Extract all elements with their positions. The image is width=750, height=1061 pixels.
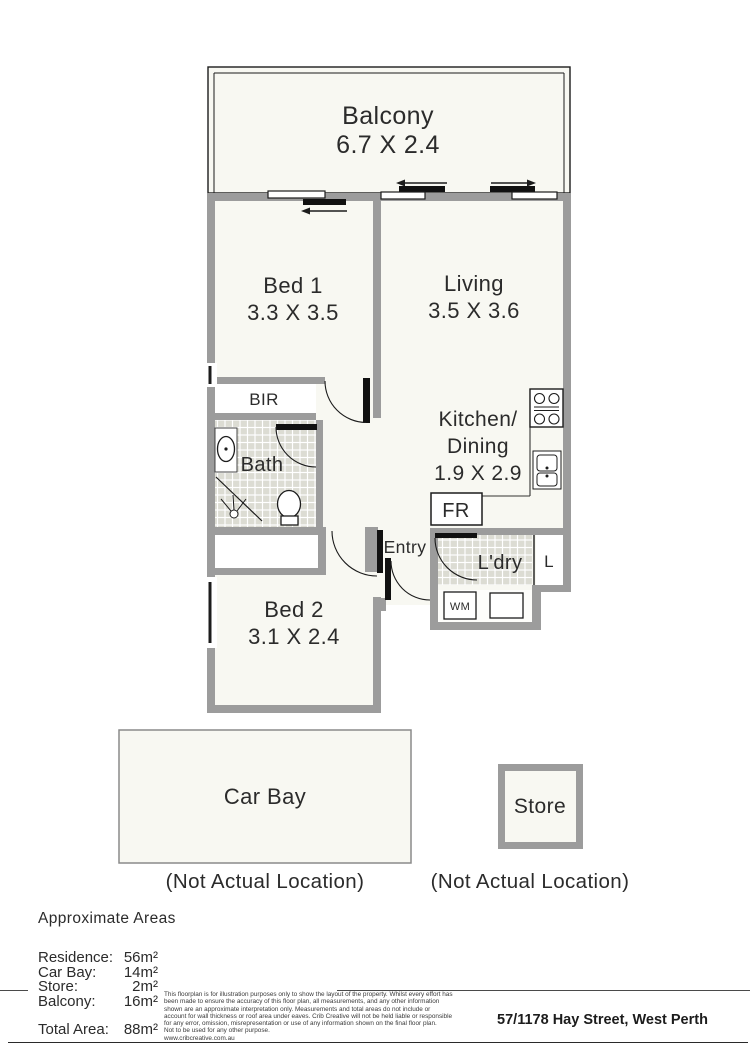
bed2-dims: 3.1 X 2.4 xyxy=(248,624,340,649)
area-value: 16m² xyxy=(123,993,158,1010)
basin-icon xyxy=(215,428,237,472)
area-row-residence xyxy=(38,949,158,965)
disclaimer-line: www.cribcreative.com.au xyxy=(164,1034,235,1042)
bed2-window-icon xyxy=(205,577,217,648)
entry-label: Entry xyxy=(383,537,427,557)
divider-line-left xyxy=(0,990,28,991)
areas-title: Approximate Areas xyxy=(38,910,176,927)
area-row-balcony xyxy=(38,993,158,1009)
disclaimer-line: for any error, omission, misrepresentation or use of any information shown on the final floor plan. xyxy=(164,1020,437,1028)
disclaimer-line: been made to ensure the accuracy of this floor plan, all measurements, and any other information xyxy=(164,998,440,1006)
cooktop-icon xyxy=(530,389,563,427)
kitchen-label-2: Dining xyxy=(447,435,509,458)
bir1-label: BIR xyxy=(249,390,279,409)
bed1-label: Bed 1 xyxy=(263,273,323,298)
property-address: 57/1178 Hay Street, West Perth xyxy=(497,1012,708,1028)
area-value: 2m² xyxy=(132,978,158,995)
car-bay-label: Car Bay xyxy=(223,784,307,809)
sink-icon xyxy=(533,451,561,489)
balcony-room xyxy=(208,67,570,193)
area-label: Total Area: xyxy=(38,1021,109,1038)
kitchen-dims: 1.9 X 2.9 xyxy=(434,462,522,485)
toilet-icon xyxy=(278,491,301,526)
disclaimer-line: This floorplan is for illustration purposes only to show the layout of the property. Whilst every effort has xyxy=(164,991,453,998)
kitchen-label-1: Kitchen/ xyxy=(438,408,518,431)
wm-label: WM xyxy=(449,601,471,613)
area-row-total xyxy=(38,1021,158,1037)
balcony-label: Balcony xyxy=(342,102,434,130)
store-caption: (Not Actual Location) xyxy=(430,870,630,893)
disclaimer-line: account for wall thickness or roof area under eaves. Crib Creative will not be held liable or responsible xyxy=(164,1012,453,1020)
laundry-tub-icon xyxy=(490,593,523,618)
laundry-label: L'dry xyxy=(477,552,523,574)
living-dims: 3.5 X 3.6 xyxy=(428,298,520,323)
area-value: 14m² xyxy=(123,964,158,981)
area-value: 88m² xyxy=(123,1021,158,1038)
area-label: Balcony: xyxy=(38,993,96,1010)
area-label: Car Bay: xyxy=(38,964,97,981)
disclaimer-line: shown are an approximate interpretation only. Measurements and total areas do not include or xyxy=(164,1005,431,1013)
area-label: Store: xyxy=(38,978,79,995)
bottom-rule xyxy=(8,1042,748,1043)
linen-label: L xyxy=(544,552,554,571)
balcony-dims: 6.7 X 2.4 xyxy=(336,131,440,159)
area-label: Residence: xyxy=(38,949,114,966)
bed2-label: Bed 2 xyxy=(264,597,324,622)
area-value: 56m² xyxy=(123,949,158,966)
car-bay-caption: (Not Actual Location) xyxy=(165,870,365,893)
living-label: Living xyxy=(444,271,504,296)
area-row-store xyxy=(38,978,158,994)
bed1-dims: 3.3 X 3.5 xyxy=(247,300,339,325)
bath-label: Bath xyxy=(240,454,284,476)
fridge-label: FR xyxy=(442,500,470,522)
disclaimer-line: Not to be used for any other purpose. xyxy=(164,1027,270,1035)
store-label: Store xyxy=(513,795,567,818)
bed1-window-icon xyxy=(205,363,217,387)
disclaimer-text xyxy=(164,991,466,1042)
bir2-box xyxy=(211,534,318,568)
